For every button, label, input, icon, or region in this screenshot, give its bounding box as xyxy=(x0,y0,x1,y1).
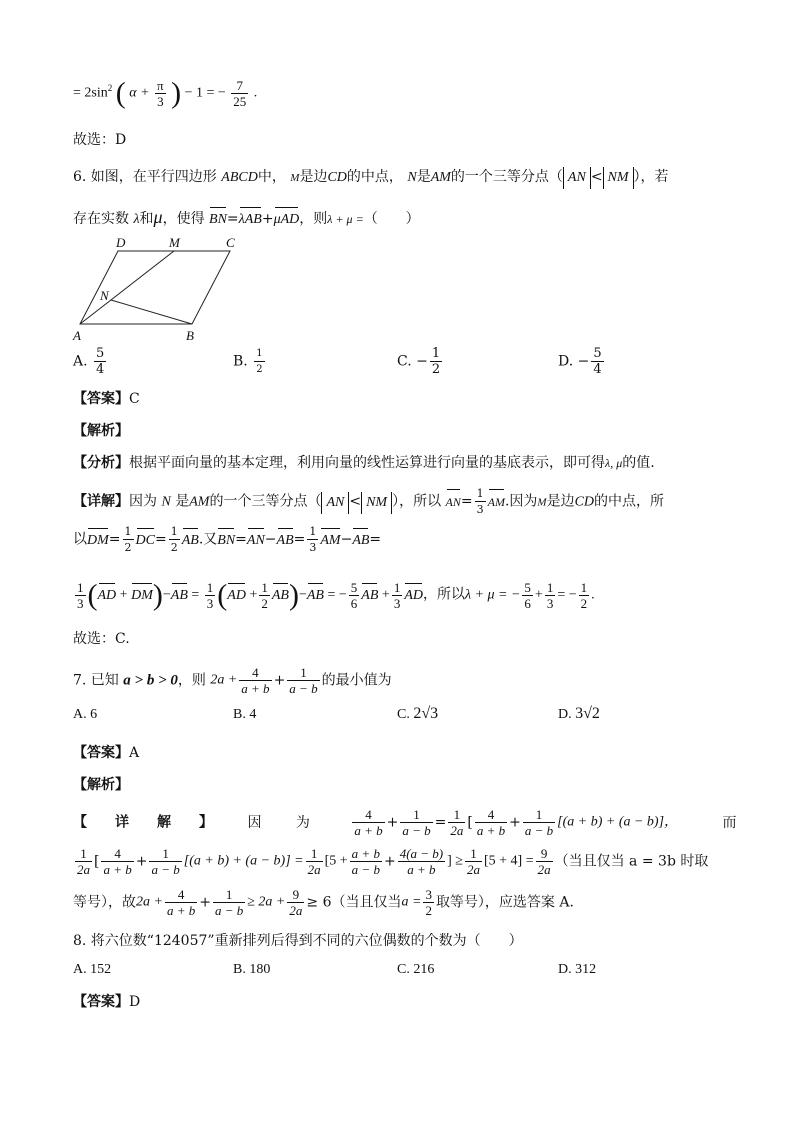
q8-answer: 【答案】D xyxy=(73,994,141,1010)
top-choice: 故选：D xyxy=(73,132,127,148)
label-m: M xyxy=(169,235,180,250)
frac-7-25: $\frac{7}{25}$ xyxy=(233,78,247,109)
q7-detail-line2: $\frac{1}{2a}$ [ $\frac{4}{a + b}$ + $\frac{1}{a - b}$ [(a + b) + (a − b)] = $\frac{1}{2a}$ [5 + $\frac{a + b}{a - b}$ + $\frac{4(a - b)}{a + b}$ ] ≥ $\frac{1}{2a}$ [5 + 4] = $\frac{9}{2a}$ （当且仅当 a = 3b 时取 xyxy=(77,846,709,877)
formula-sup: 2 xyxy=(107,83,113,94)
q8-option-b[interactable]: B. 180 xyxy=(233,962,271,977)
q7-detail-line1: 【 详 解 】 因 为 $\frac{4}{a + b}$ + $\frac{1}{a - b}$ = $\frac{1}{2a}$ [ $\frac{4}{a + b}$ + $\frac{1}{a - b}$ [(a + b) + (a − b)]， 而 xyxy=(73,807,737,838)
q6-answer: 【答案】C xyxy=(73,391,140,407)
q6-option-c[interactable]: C. − $\frac{1}{2}$ xyxy=(397,346,441,377)
formula-period: . xyxy=(253,85,258,101)
q8-option-c[interactable]: C. 216 xyxy=(397,962,435,977)
q7-option-b[interactable]: B. 4 xyxy=(233,707,257,722)
q8-option-d[interactable]: D. 312 xyxy=(558,962,597,977)
q6-line1: 6. 如图，在平行四边形 ABCD中， M是边CD的中点， N是AM的一个三等分点（ AN < NM ），若 xyxy=(73,167,669,189)
segment-nb xyxy=(111,300,192,324)
q7-option-c[interactable]: C. 2√3 xyxy=(397,705,439,722)
paren-left: ( xyxy=(115,76,126,110)
q7-answer: 【答案】A xyxy=(73,745,140,761)
formula-prefix: = 2sin xyxy=(73,85,108,101)
label-c: C xyxy=(226,235,235,250)
label-d: D xyxy=(116,235,126,250)
minus-one: − 1 = − xyxy=(184,85,226,101)
q6-option-b[interactable]: B. $\frac{1}{2}$ xyxy=(233,348,263,375)
q6-detail-line3: $\frac{1}{3}$ (AD + DM)−AB = $\frac{1}{3}$ (AD + $\frac{1}{2}$ AB)−AB = − $\frac{5}{6}$ AB + $\frac{1}{3}$ AD，所以λ + μ = − $\frac{5}{6}$ + $\frac{1}{3}$ = − $\frac{1}{2}$ . xyxy=(77,578,595,612)
q6-line2: 存在实数 λ和μ，使得 BN=λAB+μAD，则λ + μ =（ ） xyxy=(73,206,420,230)
q7-detail-line3: 等号），故2a + $\frac{4}{a + b}$ + $\frac{1}{a - b}$ ≥ 2a + $\frac{9}{2a}$ ≥ 6（当且仅当a = $\frac{3}{2}$ 取等号），应选答案 A. xyxy=(73,887,574,918)
q6-fenxi: 【分析】根据平面向量的基本定理，利用向量的线性运算进行向量的基底表示，即可得λ, μ的值. xyxy=(73,455,655,471)
alpha-plus: α + xyxy=(129,85,150,101)
formula-line xyxy=(73,78,257,109)
label-b: B xyxy=(186,328,194,343)
label-a: A xyxy=(73,328,81,343)
q6-option-d[interactable]: D. − $\frac{5}{4}$ xyxy=(558,346,602,377)
q7-analysis-tag: 【解析】 xyxy=(73,777,129,793)
q6-choice: 故选：C. xyxy=(73,631,130,647)
q6-analysis-tag: 【解析】 xyxy=(73,423,129,439)
q8-option-a[interactable]: A. 152 xyxy=(73,962,112,977)
q7-question: 7. 已知 a > b > 0，则 2a + $\frac{4}{a + b}$ + $\frac{1}{a - b}$ 的最小值为 xyxy=(73,665,392,696)
paren-right: ) xyxy=(171,76,182,110)
parallelogram-figure xyxy=(70,234,245,344)
q6-option-a[interactable]: A. $\frac{5}{4}$ xyxy=(73,346,105,377)
segment-am xyxy=(80,251,174,324)
q6-detail-line2: 以DM= $\frac{1}{2}$ DC= $\frac{1}{2}$ AB.又BN=AN−AB= $\frac{1}{3}$ AM−AB= xyxy=(73,525,382,554)
pi-over-3: $\frac{\pi}{3}$ xyxy=(157,78,164,109)
q8-question: 8. 将六位数“124057”重新排列后得到不同的六位偶数的个数为（ ） xyxy=(73,933,523,949)
q7-option-a[interactable]: A. 6 xyxy=(73,707,98,722)
q6-detail-line1: 【详解】因为 N 是AM的一个三等分点（ AN < NM ），所以 AN= $\frac{1}{3}$ AM.因为M是边CD的中点，所 xyxy=(73,487,665,516)
label-n: N xyxy=(100,288,109,303)
q7-option-d[interactable]: D. 3√2 xyxy=(558,705,600,722)
